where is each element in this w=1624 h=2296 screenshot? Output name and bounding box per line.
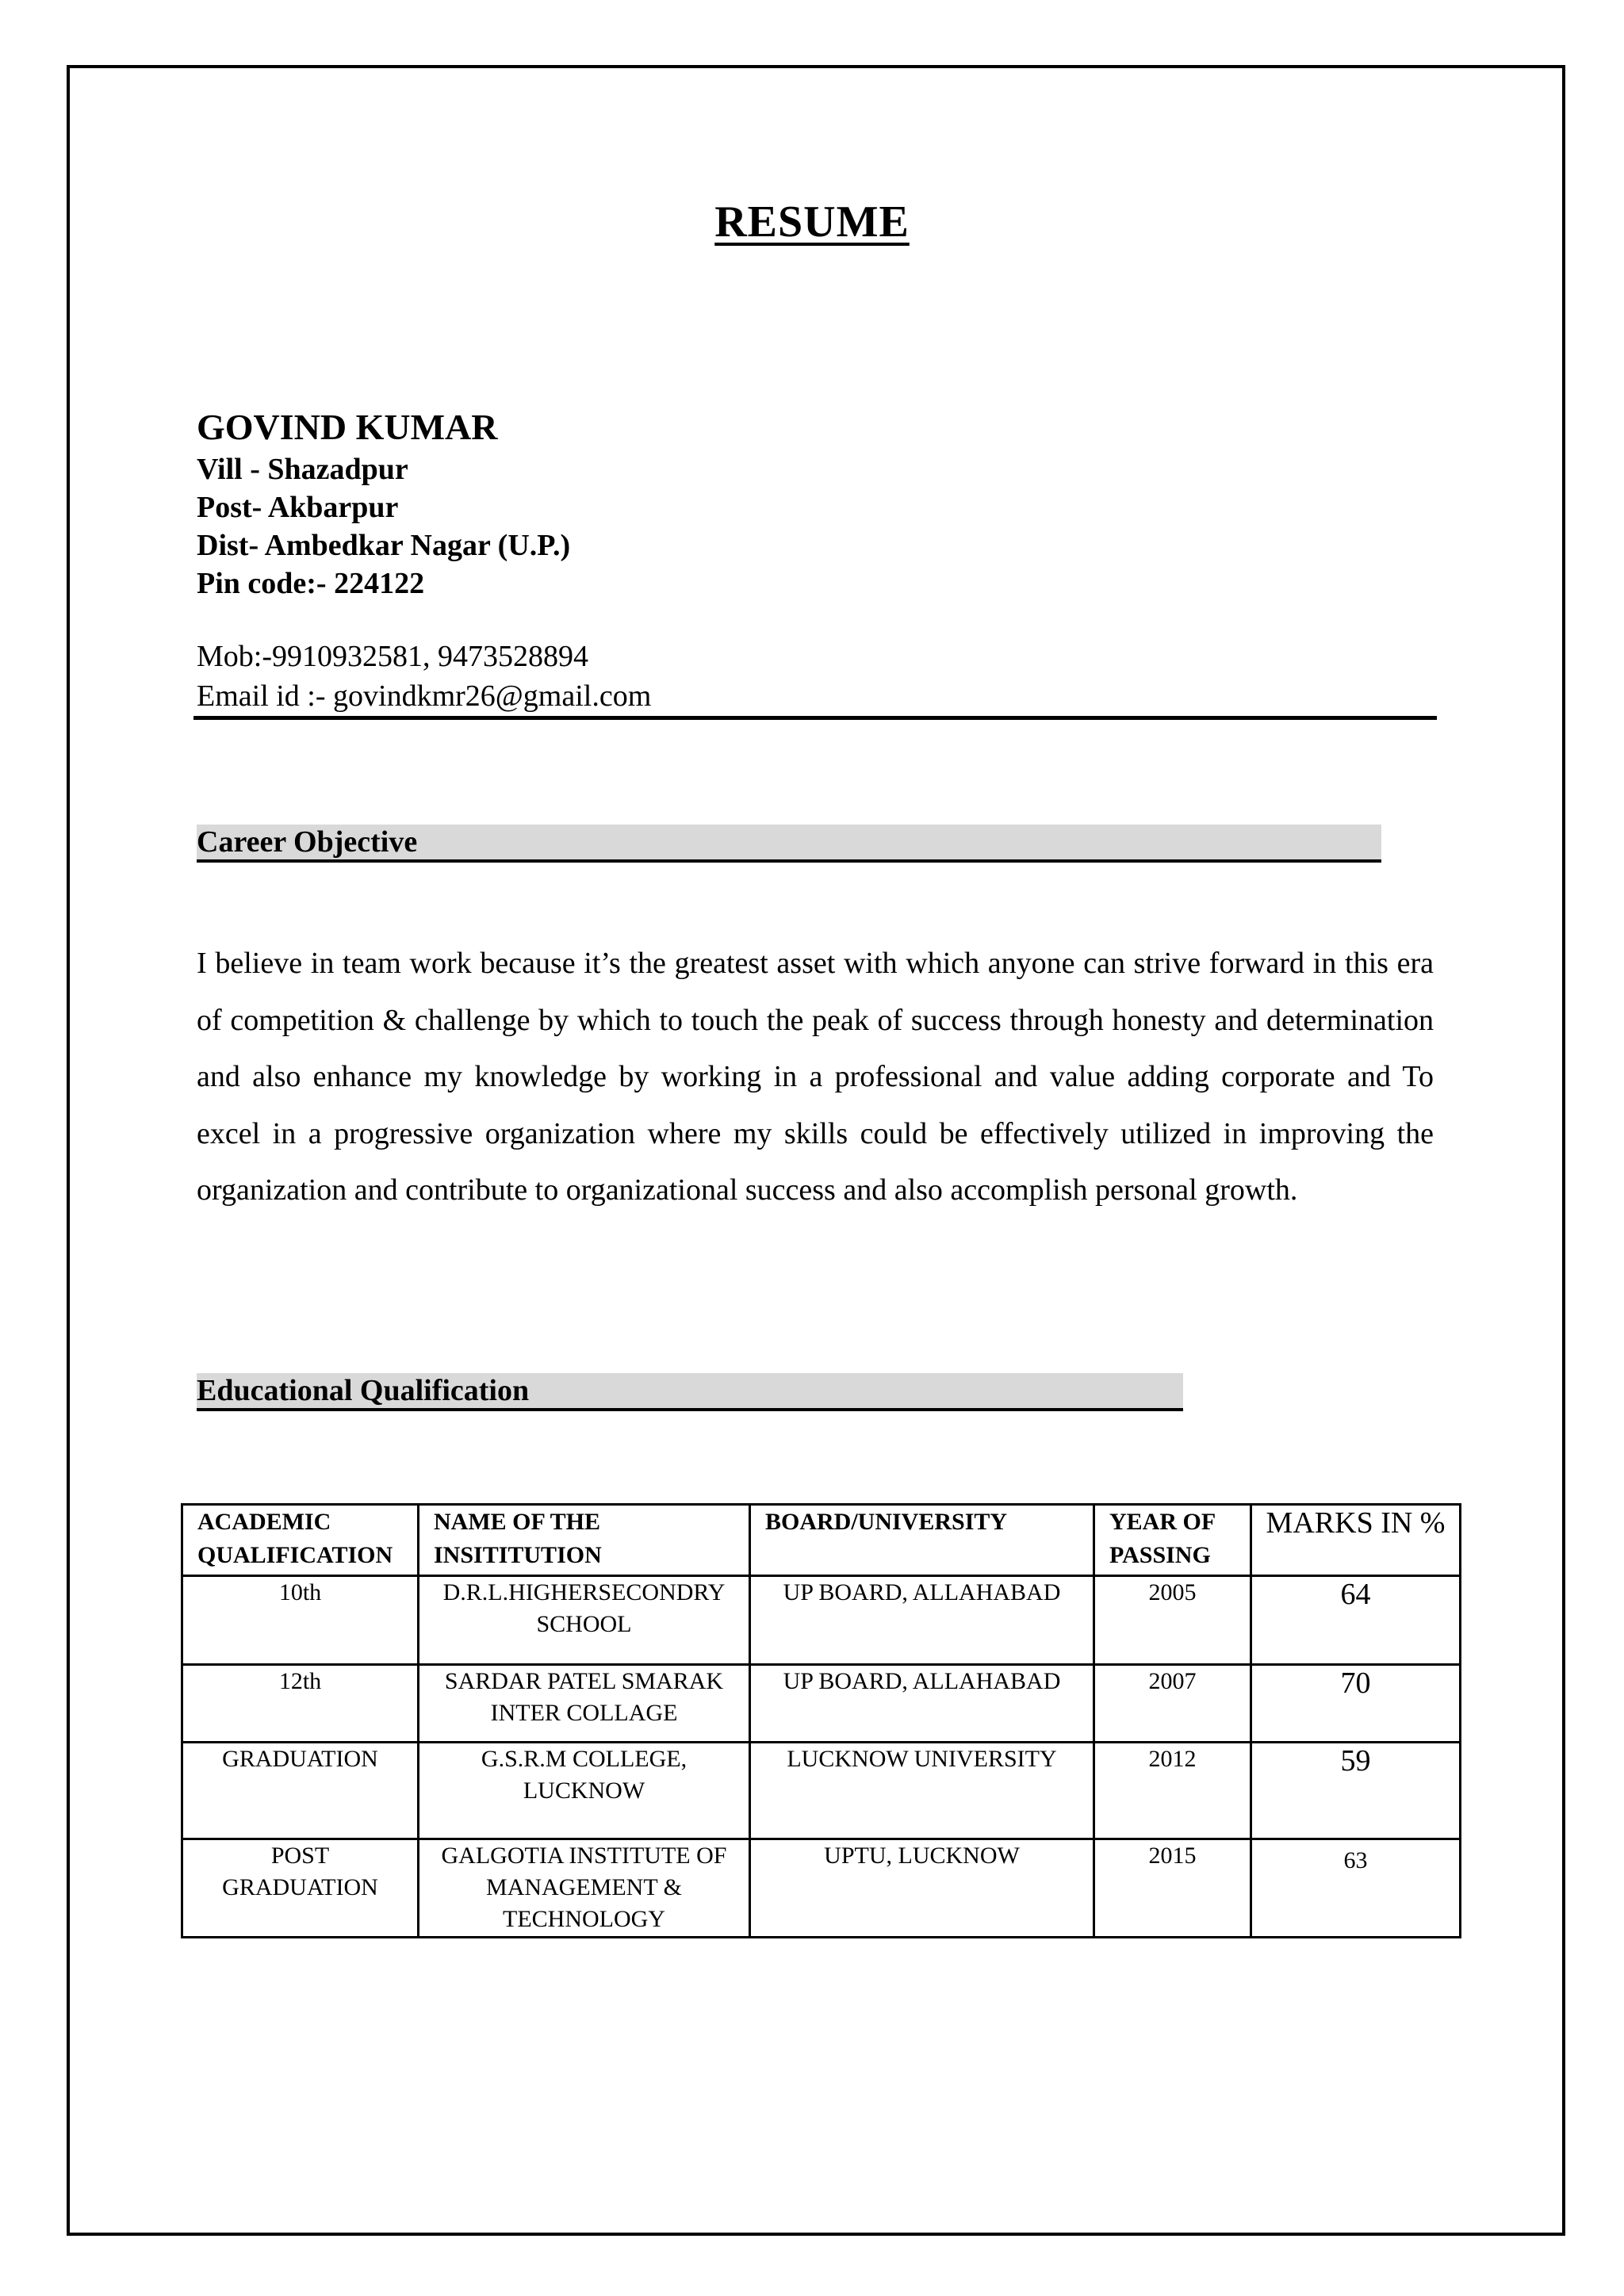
cell-board: UP BOARD, ALLAHABAD [783,1668,1061,1694]
candidate-name: GOVIND KUMAR [197,407,498,447]
cell-institution: G.S.R.M COLLEGE, [481,1746,688,1772]
contact-divider [193,716,1437,720]
header-academic: ACADEMIC QUALIFICATION [182,1505,419,1576]
cell-institution: SARDAR PATEL SMARAK [444,1668,724,1694]
mobile-number: Mob:-9910932581, 9473528894 [197,640,588,673]
cell-marks: 59 [1340,1744,1371,1777]
header-year: YEAR OF PASSING [1094,1505,1251,1576]
cell-qualification: 12th [278,1668,322,1694]
table-header-row [182,1505,1461,1576]
address-district: Dist- Ambedkar Nagar (U.P.) [197,529,571,562]
education-heading: Educational Qualification [197,1373,1183,1411]
address-post: Post- Akbarpur [197,491,399,524]
address-village: Vill - Shazadpur [197,453,408,486]
table-row: POST GRADUATION GALGOTIA INSTITUTE OF MANAGEMENT & TECHNOLOGY UPTU, LUCKNOW 2015 63 [182,1839,1461,1938]
career-objective-text: I believe in team work because it’s the greatest asset with which anyone can strive forward in this era of competition & challenge by which to touch the peak of success through honesty and determination and also enhance my knowledge by working in a professional and value adding corporate and To excel in a progressive organization where my skills could be effectively utilized in improving the organization and contribute to organizational success and also accomplish personal growth. [197,947,1434,1207]
header-marks: MARKS IN % [1251,1505,1461,1576]
address-pincode: Pin code:- 224122 [197,567,425,600]
cell-year: 2012 [1148,1746,1197,1772]
header-institution: NAME OF THE INSITITUTION [419,1505,750,1576]
cell-board: LUCKNOW UNIVERSITY [787,1746,1057,1772]
education-table [181,1503,1461,1938]
cell-qualification: 10th [278,1579,322,1605]
cell-board: UPTU, LUCKNOW [824,1843,1020,1869]
email-address: Email id :- govindkmr26@gmail.com [197,679,652,713]
cell-marks: 63 [1343,1847,1368,1873]
cell-institution: D.R.L.HIGHERSECONDRY [442,1579,726,1605]
resume-title: RESUME [714,197,910,247]
table-row: 10th D.R.L.HIGHERSECONDRY SCHOOL UP BOARD, ALLAHABAD 2005 64 [182,1576,1461,1665]
cell-institution: GALGOTIA INSTITUTE OF [441,1843,727,1869]
cell-year: 2007 [1148,1668,1197,1694]
cell-year: 2005 [1148,1579,1197,1605]
header-board: BOARD/UNIVERSITY [750,1505,1094,1576]
table-row: GRADUATION G.S.R.M COLLEGE, LUCKNOW LUCKNOW UNIVERSITY 2012 59 [182,1743,1461,1839]
cell-board: UP BOARD, ALLAHABAD [783,1579,1061,1605]
table-row: 12th SARDAR PATEL SMARAK INTER COLLAGE UP BOARD, ALLAHABAD 2007 70 [182,1665,1461,1743]
cell-marks: 70 [1340,1667,1371,1700]
cell-qualification: GRADUATION [222,1746,378,1772]
career-objective-heading: Career Objective [197,825,1381,863]
cell-marks: 64 [1340,1578,1371,1611]
cell-qualification: POST [270,1843,330,1869]
cell-year: 2015 [1148,1843,1197,1869]
